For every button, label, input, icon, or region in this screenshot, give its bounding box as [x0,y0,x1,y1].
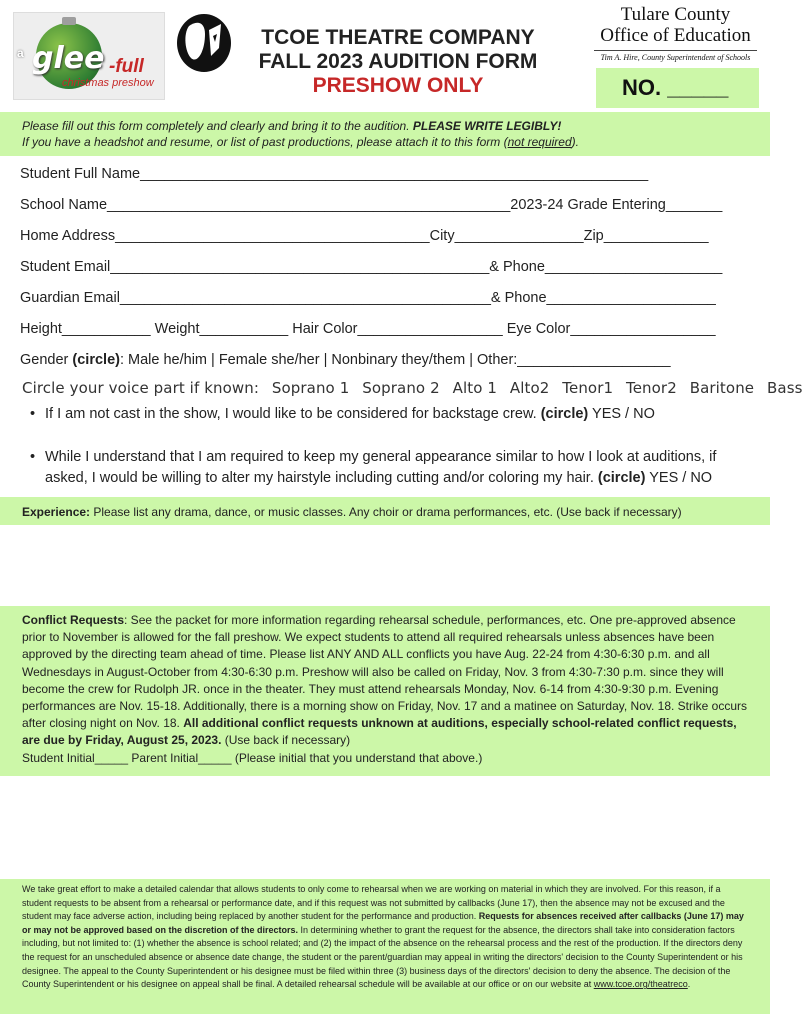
policy-bold: Requests for absences received after callbacks (June 17) may or may not be approved based on the discretion of the directors. [22,911,744,935]
policy-end: . [687,979,691,990]
bullet-icon: • [30,406,36,422]
bullet-text: If I am not cast in the show, I would like to be considered for backstage crew. [45,406,541,422]
voice-label: Circle your voice part if known: [22,379,259,397]
intro-line-2: If you have a headshot and resume, or list of past productions, please attach it to this form ( [22,135,508,149]
ornament-cap [62,17,76,25]
policy-text-2: In determining whether to grant the request for the absence, the directors shall take into consideration factors including, but not limited to: (1) whether the absence is school related; and (2) the impact of the absence on the rehearsal process and the rest of the production. If the directors deny the request for an unscheduled absence or absence date change, the student or the parent/guardian may appeal in writing the directors' decision to the County Superintendent or his designee. The appeal to the County Superintendent or his designee must be filed within three (3) business days of the directors' decision to deny the absence. The decision of the County Superintendent or his designee on appeal shall be final. A detailed rehearsal schedule will be available at our office or on our website at [22,924,743,990]
bullet-circle-note: (circle) [597,470,646,486]
glee-full-logo [13,12,165,100]
form-title [240,26,556,98]
title-preshow: PRESHOW ONLY [312,74,484,97]
guardian-email-field[interactable]: Guardian Email______________________________________________& Phone_____________________ [20,290,716,306]
title-line-1: TCOE THEATRE COMPANY [261,26,535,49]
logo-glee-text: glee [32,41,105,76]
initials-line[interactable]: Student Initial_____ Parent Initial_____ (Please initial that you understand that above.) [22,750,483,765]
website-link[interactable]: www.tcoe.org/theatreco [593,979,688,990]
school-name-field[interactable]: School Name__________________________________________________2023-24 Grade Entering_______ [20,197,723,213]
logo-article: a [17,46,24,60]
tcoe-logo [588,4,763,62]
physical-description-field[interactable]: Height___________ Weight___________ Hair Color__________________ Eye Color__________________ [20,321,716,337]
intro-line-2-end: ). [571,135,579,149]
not-required: not required [507,135,572,149]
intro-line-1: Please fill out this form completely and clearly and bring it to the audition. [22,119,413,133]
write-legibly: PLEASE WRITE LEGIBLY! [412,119,562,133]
voice-option[interactable]: Tenor1 [562,379,614,397]
voice-option[interactable]: Tenor2 [626,379,677,397]
bullet-circle-note: (circle) [540,406,589,422]
org-name-line-1: Tulare County [620,4,731,25]
intro-instructions [22,118,762,150]
org-superintendent: Tim A. Hire, County Superintendent of Schools [600,53,751,62]
voice-option[interactable]: Baritone [689,379,755,397]
gender-field[interactable] [20,352,671,368]
conflict-deadline: All additional conflict requests unknown at auditions, especially school-related conflict requests, are due by Friday, August 25, 2023. [22,716,737,748]
yes-no-choice[interactable]: YES / NO [588,406,655,422]
conflict-end: (Use back if necessary) [221,733,351,748]
student-email-field[interactable]: Student Email_______________________________________________& Phone______________________ [20,259,723,275]
logo-full-text: -full [109,56,144,77]
experience-label: Experience: [22,505,91,519]
org-divider [594,50,757,51]
backstage-crew-question [30,404,750,428]
experience-prompt [22,505,682,519]
conflict-text: : See the packet for more information regarding rehearsal schedule, performances, etc. One pre-approved absence prior to November is allowed for the fall preshow. We expect students to attend all required rehearsals unless absences have been approved by the directing team ahead of time. Please list ANY AND ALL conflicts you have Aug. 22-24 from 4:30-6:30 p.m. and all Wednesdays in August-October from 4:30-6:30 p.m. Preshow will also be called on Friday, Nov. 3 from 4:30-7:30 p.m. since they will become the crew for Rudolph JR. once in the theater. They must attend rehearsals Monday, Nov. 6-14 from 4:30-9:30 p.m. Evening performances are Nov. 15-18. Additionally, there is a morning show on Friday, Nov. 17 and a matinee on Saturday, Nov. 18. Strike occurs after closing night on Nov. 18. [22,613,748,731]
experience-text: Please list any drama, dance, or music classes. Any choir or drama performances, etc. (Use back if necessary) [90,505,682,519]
conflict-requests [22,612,750,767]
gender-circle-note: (circle) [72,352,120,368]
gender-label: Gender [20,352,73,368]
form-number-box: NO. _____ [596,68,759,108]
voice-part-row [22,379,811,397]
theatre-mask-icon [175,12,233,74]
student-full-name-field[interactable]: Student Full Name_______________________________________________________________ [20,166,649,182]
voice-option[interactable]: Bass [767,379,803,397]
voice-option[interactable]: Soprano 2 [362,379,440,397]
yes-no-choice[interactable]: YES / NO [645,470,713,486]
logo-subtitle: christmas preshow [62,77,154,89]
home-address-field[interactable]: Home Address_______________________________________City________________Zip_____________ [20,228,709,244]
voice-option[interactable]: Alto 1 [452,379,497,397]
policy-text-1: We take great effort to make a detailed calendar that allows students to only come to rehearsal when we are working on material in which they are involved. For this reason, if a student requests to be absent from a rehearsal or performance date, and if this request was not submitted by callbacks (June 17), then the absence may not be excused and the student may face adverse action, including being replaced by another student for the performance and production. [22,884,725,922]
title-line-2: FALL 2023 AUDITION FORM [258,50,538,73]
hairstyle-question [30,447,750,491]
voice-option[interactable]: Soprano 1 [271,379,350,397]
bullet-text: While I understand that I am required to keep my general appearance similar to how I look at auditions, if asked, I would be willing to alter my hairstyle including cutting and/or coloring my hair. [45,449,717,486]
bullet-icon: • [30,449,36,465]
gender-options[interactable]: : Male he/him | Female she/her | Nonbinary they/them | Other:___________________ [119,352,671,368]
voice-option[interactable]: Alto2 [509,379,550,397]
absence-policy [22,883,752,992]
org-name-line-2: Office of Education [600,25,751,46]
conflict-label: Conflict Requests [22,613,125,627]
